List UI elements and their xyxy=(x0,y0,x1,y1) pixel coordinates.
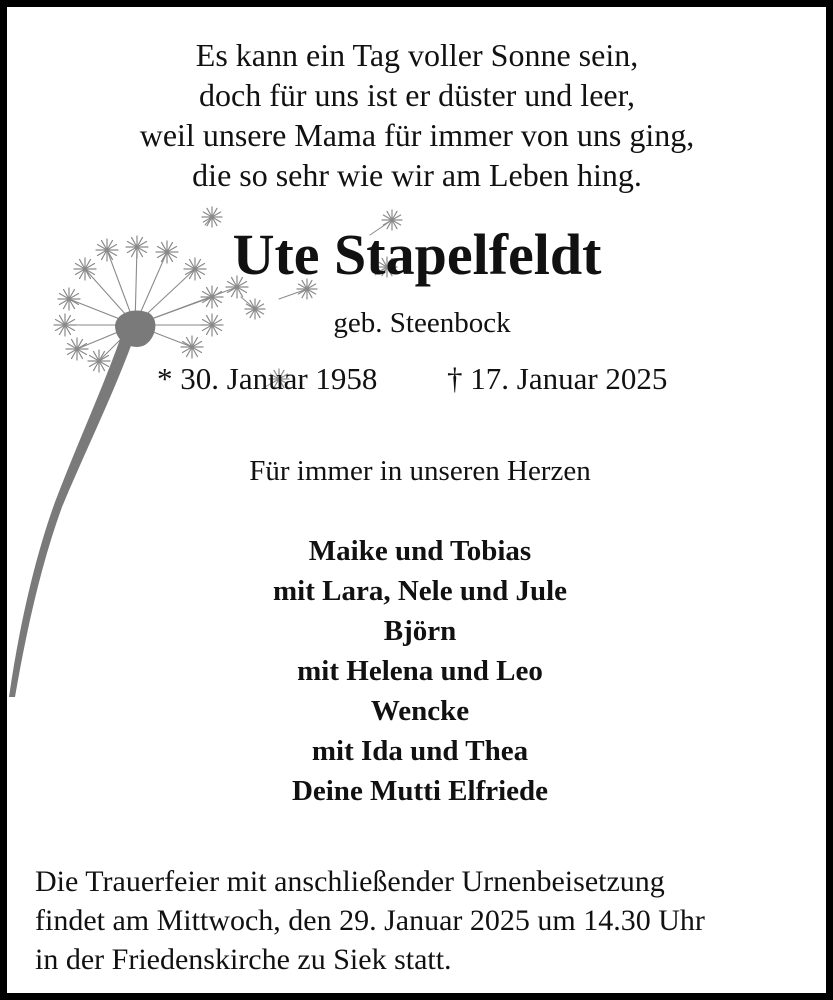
family-line: Maike und Tobias xyxy=(308,535,532,567)
family-line: Deine Mutti Elfriede xyxy=(291,775,549,807)
ceremony-line: Die Trauerfeier mit anschließender Urnenbeisetzung xyxy=(35,865,665,898)
death-date: † 17. Januar 2025 xyxy=(447,361,668,396)
poem xyxy=(7,35,827,195)
motto: Für immer in unseren Herzen xyxy=(249,455,591,487)
poem-line: die so sehr wie wir am Leben hing. xyxy=(192,157,642,193)
family-line: Wencke xyxy=(370,695,470,727)
family-line: Björn xyxy=(383,615,457,647)
poem-line: Es kann ein Tag voller Sonne sein, xyxy=(195,37,639,73)
birth-date: * 30. Januar 1958 xyxy=(157,361,378,396)
deceased-name: Ute Stapelfeldt xyxy=(232,222,602,287)
family-line: mit Ida und Thea xyxy=(311,735,529,767)
family-line: mit Lara, Nele und Jule xyxy=(272,575,568,607)
ceremony-info xyxy=(35,862,825,979)
ceremony-line: in der Friedenskirche zu Siek statt. xyxy=(35,943,452,976)
family-line: mit Helena und Leo xyxy=(297,655,543,687)
family-list xyxy=(7,531,833,811)
poem-line: doch für uns ist er düster und leer, xyxy=(199,77,635,113)
ceremony-line: findet am Mittwoch, den 29. Januar 2025 um 14.30 Uhr xyxy=(35,904,705,937)
poem-line: weil unsere Mama für immer von uns ging, xyxy=(139,117,695,153)
maiden-name: geb. Steenbock xyxy=(333,307,511,339)
